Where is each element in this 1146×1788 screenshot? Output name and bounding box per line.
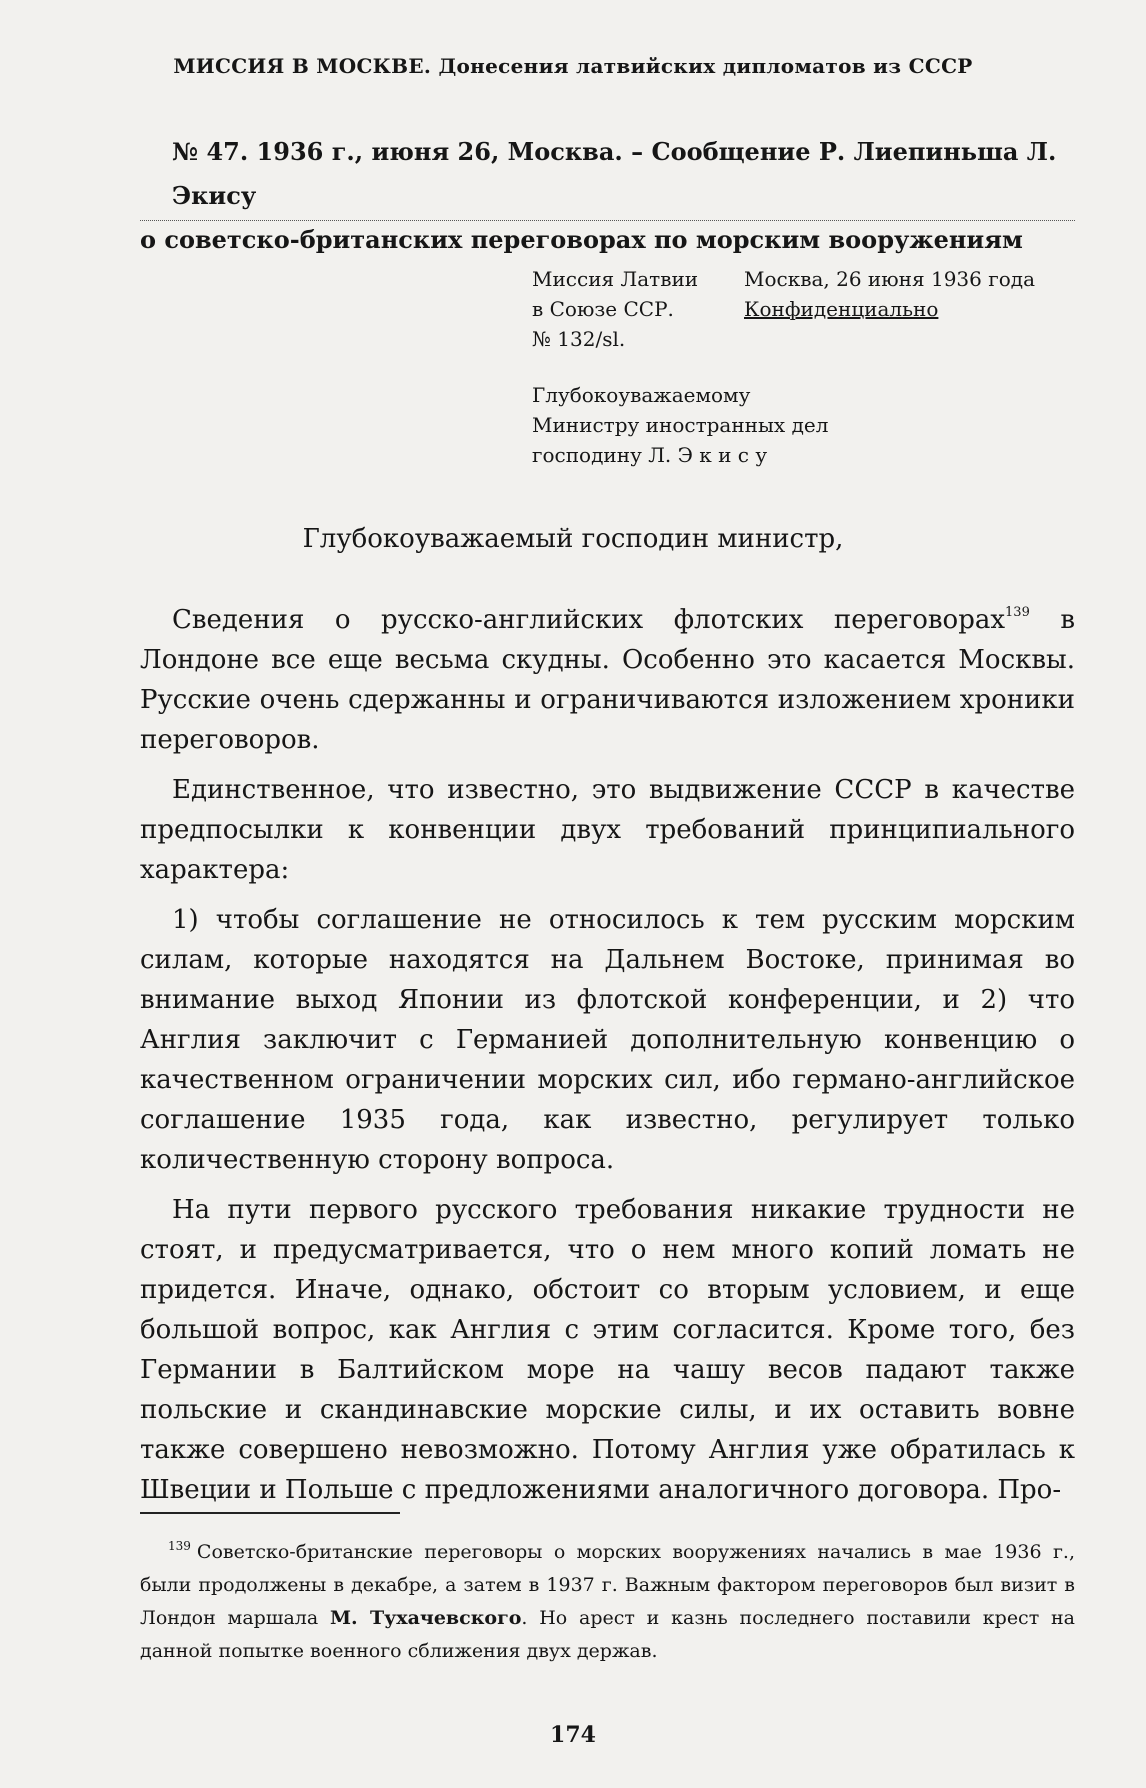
addressee-line-2: Министру иностранных дел [532, 413, 829, 437]
mission-location: в Союзе ССР. [532, 297, 674, 321]
footnote-reference: 139 [1005, 605, 1030, 620]
body-paragraph-1-text: Сведения о русско-английских флотских переговорах [172, 605, 1006, 635]
addressee-line-3: господину Л. Э к и с у [532, 443, 768, 467]
body-paragraph-4: На пути первого русского требования никакие трудности не стоят, и предусматривается, что о нем много копий ломать не придется. Иначе, однако, обстоит со вторым условием, и еще большой вопрос, как Англия с этим согласится. Кроме того, без Германии в Балтийском море на чашу весов падают также польские и скандинавские морские силы, и их оставить вовне также совершено невозможно. Потому Англия уже обратилась к Швеции и Польше с предложениями аналогичного договора. Про- [140, 1195, 1075, 1505]
footnote-number: 139 [168, 1539, 191, 1553]
addressee-block [532, 380, 828, 470]
document-title-line-1: № 47. 1936 г., июня 26, Москва. – Сообщение Р. Лиепиньша Л. Экису [172, 137, 1057, 210]
mission-reference [532, 264, 698, 354]
footnote-divider [140, 1512, 400, 1514]
running-header: МИССИЯ В МОСКВЕ. Донесения латвийских дипломатов из СССР [173, 54, 973, 78]
footnote-bold-name: М. Тухачевского [329, 1607, 522, 1629]
letter-body [140, 600, 1075, 1520]
footnote [140, 1536, 1075, 1668]
page-number: 174 [550, 1722, 596, 1748]
classification-label: Конфиденциально [744, 297, 939, 321]
document-number: № 132/sl. [532, 327, 626, 351]
document-title-line-2: о советско-британских переговорах по морским вооружениям [140, 225, 1023, 254]
body-paragraph-1 [140, 600, 1075, 760]
salutation: Глубокоуважаемый господин министр, [302, 524, 844, 554]
footnote-text-after: . Но арест и казнь последнего поставили крест на данной попытке военного сближения двух держав. [140, 1607, 1075, 1662]
body-paragraph-2: Единственное, что известно, это выдвижение СССР в качестве предпосылки к конвенции двух требований принципиального характера: [140, 775, 1075, 885]
document-title [140, 130, 1075, 262]
place-date: Москва, 26 июня 1936 года [744, 267, 1035, 291]
title-divider [140, 220, 1075, 221]
addressee-line-1: Глубокоуважаемому [532, 383, 751, 407]
date-block [744, 264, 1035, 324]
body-paragraph-1-rest: в Лондоне все еще весьма скудны. Особенно это касается Москвы. Русские очень сдержанны и ограничиваются изложением хроники переговоров. [140, 605, 1075, 755]
footnote-text-before: Советско-британские переговоры о морских вооружениях начались в мае 1936 г., были продолжены в декабре, а затем в 1937 г. Важным фактором переговоров был визит в Лондон маршала [140, 1541, 1075, 1629]
body-paragraph-3: 1) чтобы соглашение не относилось к тем русским морским силам, которые находятся на Дальнем Востоке, принимая во внимание выход Японии из флотской конференции, и 2) что Англия заключит с Германией дополнительную конвенцию о качественном ограничении морских сил, ибо германо-английское соглашение 1935 года, как известно, регулирует только количественную сторону вопроса. [140, 905, 1075, 1175]
mission-name: Миссия Латвии [532, 267, 699, 291]
